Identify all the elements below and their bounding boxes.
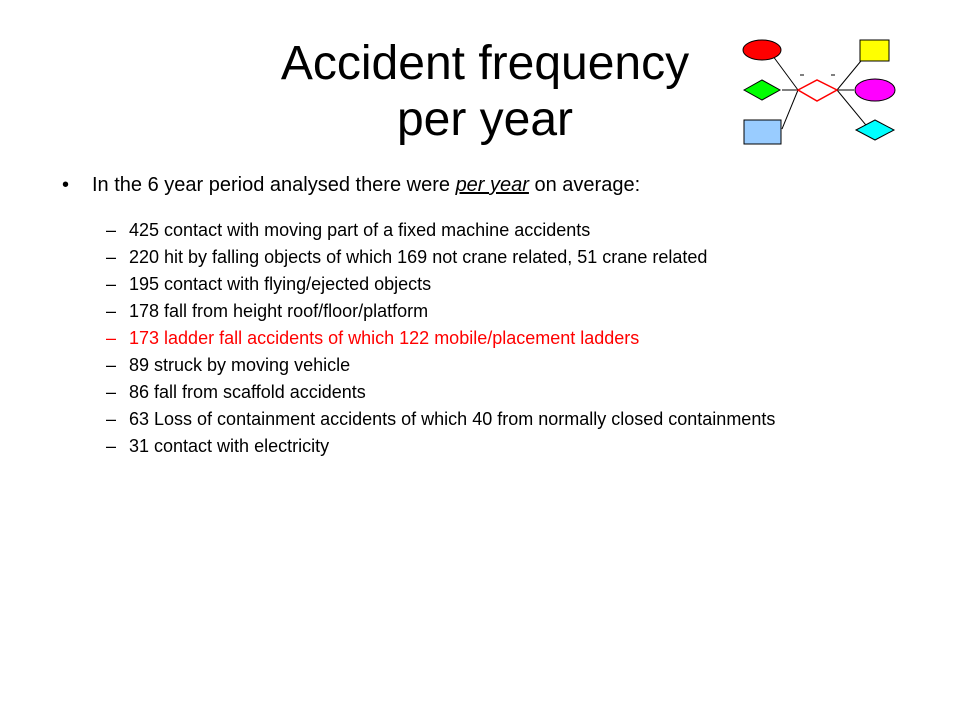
list-item <box>106 355 906 375</box>
magenta-ellipse-shape <box>855 79 895 101</box>
red-ellipse-shape <box>743 40 781 60</box>
cyan-diamond-shape <box>856 120 894 140</box>
yellow-rectangle-shape <box>860 40 889 61</box>
list-item-text: 89 struck by moving vehicle <box>129 355 351 375</box>
list-item-text: 173 ladder fall accidents of which 122 mobile/placement ladders <box>129 328 640 348</box>
dash-marker: – <box>106 382 117 402</box>
slide-body <box>62 172 922 463</box>
list-item <box>106 274 906 294</box>
accident-list <box>62 220 922 456</box>
list-item <box>106 220 906 240</box>
list-item-text: 195 contact with flying/ejected objects <box>129 274 432 294</box>
bullet-marker: • <box>62 174 70 196</box>
dash-marker: – <box>106 274 117 294</box>
green-diamond-shape <box>744 80 780 100</box>
list-item <box>106 409 906 429</box>
intro-text-before: In the 6 year period analysed there were <box>92 174 456 196</box>
list-item <box>106 301 906 321</box>
list-item-text: 425 contact with moving part of a fixed machine accidents <box>129 220 591 240</box>
dash-marker: – <box>106 328 117 348</box>
dash-marker: – <box>106 220 117 240</box>
title-line-2: per year <box>396 93 574 146</box>
bowtie-diagram-icon <box>740 38 905 148</box>
intro-text-emphasis: per year <box>455 174 529 196</box>
list-item <box>106 382 906 402</box>
list-item <box>106 436 906 456</box>
intro-text <box>92 172 640 198</box>
intro-text-after: on average: <box>528 174 641 196</box>
intro-bullet <box>62 172 922 198</box>
dash-marker: – <box>106 247 117 267</box>
title-line-1: Accident frequency <box>280 37 690 90</box>
blue-rectangle-shape <box>744 120 781 144</box>
list-item-text: 220 hit by falling objects of which 169 not crane related, 51 crane related <box>129 247 708 267</box>
list-item-highlighted <box>106 328 906 348</box>
center-diamond-shape <box>798 80 837 101</box>
dash-marker: – <box>106 301 117 321</box>
list-item <box>106 247 906 267</box>
slide-title <box>205 36 765 148</box>
dash-marker: – <box>106 436 117 456</box>
list-item-text: 31 contact with electricity <box>129 436 330 456</box>
list-item-text: 63 Loss of containment accidents of which 40 from normally closed containments <box>129 409 776 429</box>
list-item-text: 86 fall from scaffold accidents <box>129 382 366 402</box>
dash-marker: – <box>106 355 117 375</box>
list-item-text: 178 fall from height roof/floor/platform <box>129 301 429 321</box>
dash-marker: – <box>106 409 117 429</box>
